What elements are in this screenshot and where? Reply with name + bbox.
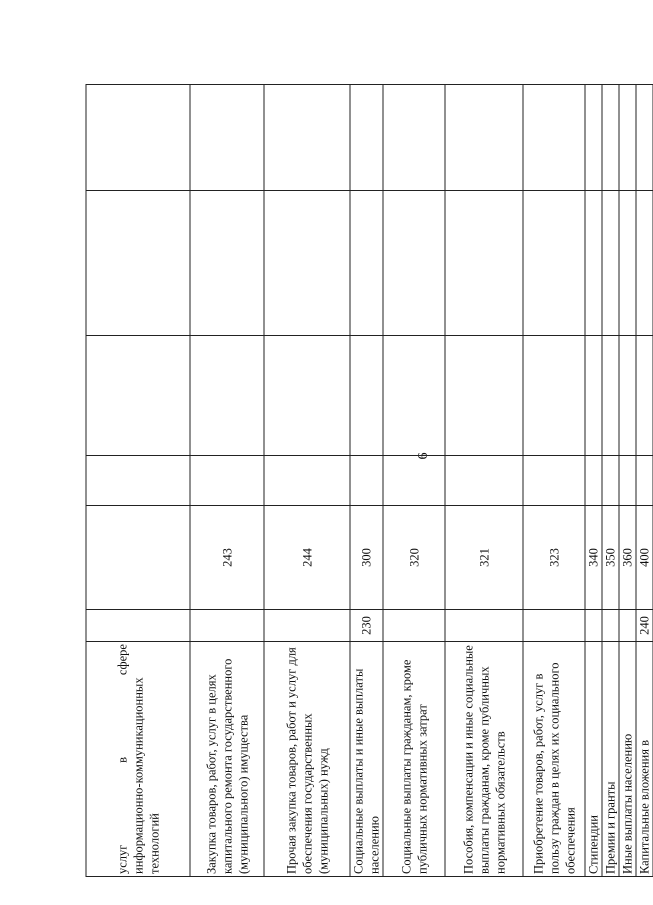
empty-cell: [350, 191, 383, 336]
code-a-cell: [383, 610, 445, 642]
row-name-cell: Иные выплаты населению: [619, 642, 636, 877]
table-row: [585, 85, 602, 877]
table-row: [636, 85, 653, 877]
page-number: 6: [416, 452, 431, 460]
empty-cell: [86, 191, 190, 336]
empty-cell: [190, 336, 264, 456]
code-a-cell: [190, 610, 264, 642]
empty-cell: [190, 191, 264, 336]
code-a-cell: [585, 610, 602, 642]
empty-cell: [602, 336, 619, 456]
empty-cell: [636, 336, 653, 456]
row-name-cell: [86, 642, 190, 877]
empty-cell: [383, 456, 445, 506]
empty-cell: [619, 456, 636, 506]
table-row: [383, 85, 445, 877]
row-name-cell: Премии и гранты: [602, 642, 619, 877]
empty-cell: [383, 191, 445, 336]
empty-cell: [86, 85, 190, 191]
empty-cell: [383, 336, 445, 456]
empty-cell: [585, 191, 602, 336]
empty-cell: [636, 456, 653, 506]
code-a-cell: 240: [636, 610, 653, 642]
empty-cell: [619, 336, 636, 456]
table-row: [264, 85, 350, 877]
code-b-cell: 350: [602, 506, 619, 610]
code-b-cell: 323: [523, 506, 585, 610]
empty-cell: [523, 456, 585, 506]
row-name-first-line: [114, 644, 130, 874]
empty-cell: [445, 456, 523, 506]
code-b-cell: 320: [383, 506, 445, 610]
row-name-rest: информационно-коммуникационных технологий: [130, 677, 161, 874]
row-name-word: услуг: [114, 844, 129, 874]
table-row: [350, 85, 383, 877]
code-b-cell: 321: [445, 506, 523, 610]
empty-cell: [445, 191, 523, 336]
code-b-cell: 300: [350, 506, 383, 610]
table-row: [190, 85, 264, 877]
empty-cell: [264, 456, 350, 506]
code-b-cell: 400: [636, 506, 653, 610]
empty-cell: [585, 85, 602, 191]
empty-cell: [636, 85, 653, 191]
empty-cell: [350, 85, 383, 191]
code-a-cell: [445, 610, 523, 642]
empty-cell: [350, 336, 383, 456]
table-row: [619, 85, 636, 877]
empty-cell: [585, 456, 602, 506]
empty-cell: [350, 456, 383, 506]
empty-cell: [445, 85, 523, 191]
table-row: [602, 85, 619, 877]
empty-cell: [602, 191, 619, 336]
code-a-cell: [264, 610, 350, 642]
empty-cell: [86, 456, 190, 506]
empty-cell: [86, 336, 190, 456]
empty-cell: [264, 191, 350, 336]
code-b-cell: 340: [585, 506, 602, 610]
code-b-cell: 243: [190, 506, 264, 610]
empty-cell: [523, 85, 585, 191]
code-b-cell: 360: [619, 506, 636, 610]
empty-cell: [619, 85, 636, 191]
table-row: [523, 85, 585, 877]
row-name-cell: Социальные выплаты и иные выплаты населению: [350, 642, 383, 877]
row-name-cell: Прочая закупка товаров, работ и услуг для обеспечения государственных (муниципальных) нужд: [264, 642, 350, 877]
row-name-cell: Социальные выплаты гражданам, кроме публичных нормативных затрат: [383, 642, 445, 877]
row-name-word: сфере: [114, 644, 129, 676]
empty-cell: [264, 85, 350, 191]
row-name-cell: Приобретение товаров, работ, услуг в пользу граждан в целях их социального обеспечения: [523, 642, 585, 877]
empty-cell: [264, 336, 350, 456]
table-row: [445, 85, 523, 877]
row-name-word: в: [114, 756, 129, 763]
code-a-cell: [602, 610, 619, 642]
code-a-cell: [619, 610, 636, 642]
empty-cell: [602, 85, 619, 191]
row-name-cell: Закупка товаров, работ, услуг в целях капитального ремонта государственного (муниципального) имущества: [190, 642, 264, 877]
empty-cell: [602, 456, 619, 506]
budget-table: [85, 84, 653, 877]
empty-cell: [190, 456, 264, 506]
table-row: [86, 85, 190, 877]
row-name-cell: Капитальные вложения в: [636, 642, 653, 877]
code-a-cell: [523, 610, 585, 642]
rotated-table-container: [85, 85, 651, 877]
empty-cell: [190, 85, 264, 191]
code-a-cell: [86, 610, 190, 642]
row-name-cell: Стипендии: [585, 642, 602, 877]
code-a-cell: 230: [350, 610, 383, 642]
empty-cell: [523, 336, 585, 456]
empty-cell: [445, 336, 523, 456]
empty-cell: [523, 191, 585, 336]
empty-cell: [585, 336, 602, 456]
code-b-cell: [86, 506, 190, 610]
row-name-cell: Пособия, компенсации и иные социальные выплаты гражданам, кроме публичных нормативных обязательств: [445, 642, 523, 877]
empty-cell: [619, 191, 636, 336]
code-b-cell: 244: [264, 506, 350, 610]
empty-cell: [383, 85, 445, 191]
empty-cell: [636, 191, 653, 336]
